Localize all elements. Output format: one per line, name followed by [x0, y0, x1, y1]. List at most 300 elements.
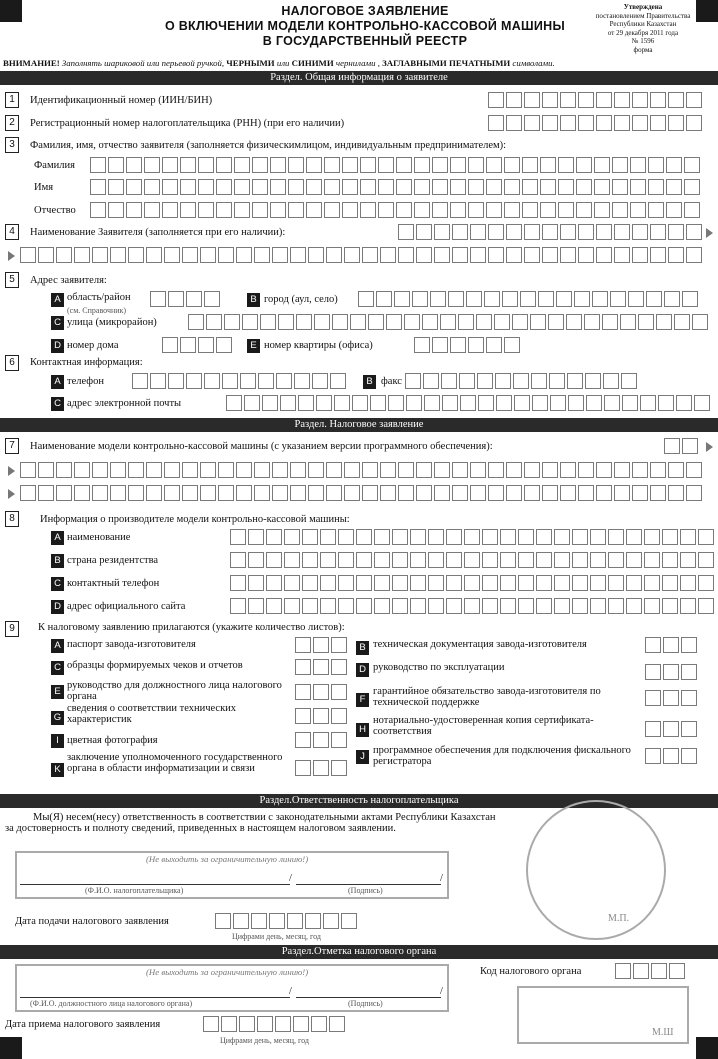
input-cell[interactable]	[146, 247, 162, 263]
input-cell[interactable]	[278, 314, 294, 330]
input-cell[interactable]	[313, 684, 329, 700]
input-cell[interactable]	[338, 575, 354, 591]
input-cell[interactable]	[146, 485, 162, 501]
input-cell[interactable]	[248, 552, 264, 568]
input-cell[interactable]	[394, 291, 410, 307]
manufacturer-name-cells[interactable]	[230, 529, 716, 545]
input-cell[interactable]	[242, 314, 258, 330]
input-cell[interactable]	[630, 157, 646, 173]
input-cell[interactable]	[626, 575, 642, 591]
input-cell[interactable]	[651, 963, 667, 979]
input-cell[interactable]	[500, 552, 516, 568]
input-cell[interactable]	[578, 115, 594, 131]
input-cell[interactable]	[38, 462, 54, 478]
input-cell[interactable]	[414, 202, 430, 218]
input-cell[interactable]	[146, 462, 162, 478]
input-cell[interactable]	[608, 598, 624, 614]
input-cell[interactable]	[356, 598, 372, 614]
input-cell[interactable]	[560, 462, 576, 478]
input-cell[interactable]	[644, 552, 660, 568]
input-cell[interactable]	[468, 179, 484, 195]
input-cell[interactable]	[295, 760, 311, 776]
input-cell[interactable]	[360, 202, 376, 218]
input-cell[interactable]	[266, 552, 282, 568]
input-cell[interactable]	[513, 373, 529, 389]
input-cell[interactable]	[344, 247, 360, 263]
input-cell[interactable]	[326, 485, 342, 501]
input-cell[interactable]	[312, 373, 328, 389]
input-cell[interactable]	[658, 395, 674, 411]
input-cell[interactable]	[432, 202, 448, 218]
input-cell[interactable]	[662, 575, 678, 591]
input-cell[interactable]	[542, 115, 558, 131]
input-cell[interactable]	[668, 115, 684, 131]
input-cell[interactable]	[686, 224, 702, 240]
email-cells[interactable]	[226, 395, 712, 411]
input-cell[interactable]	[186, 291, 202, 307]
input-cell[interactable]	[432, 179, 448, 195]
input-cell[interactable]	[506, 224, 522, 240]
input-cell[interactable]	[666, 179, 682, 195]
input-cell[interactable]	[504, 179, 520, 195]
input-cell[interactable]	[434, 247, 450, 263]
input-cell[interactable]	[663, 721, 679, 737]
input-cell[interactable]	[266, 598, 282, 614]
input-cell[interactable]	[470, 462, 486, 478]
house-cells[interactable]	[162, 337, 234, 353]
input-cell[interactable]	[494, 314, 510, 330]
input-cell[interactable]	[446, 552, 462, 568]
input-cell[interactable]	[645, 664, 661, 680]
input-cell[interactable]	[308, 485, 324, 501]
input-cell[interactable]	[126, 179, 142, 195]
input-cell[interactable]	[482, 529, 498, 545]
input-cell[interactable]	[468, 157, 484, 173]
input-cell[interactable]	[276, 373, 292, 389]
input-cell[interactable]	[331, 760, 347, 776]
input-cell[interactable]	[398, 485, 414, 501]
input-cell[interactable]	[396, 157, 412, 173]
input-cell[interactable]	[682, 291, 698, 307]
input-cell[interactable]	[680, 575, 696, 591]
input-cell[interactable]	[558, 179, 574, 195]
input-cell[interactable]	[518, 552, 534, 568]
input-cell[interactable]	[204, 291, 220, 307]
input-cell[interactable]	[663, 690, 679, 706]
input-cell[interactable]	[260, 314, 276, 330]
input-cell[interactable]	[324, 157, 340, 173]
input-cell[interactable]	[216, 157, 232, 173]
input-cell[interactable]	[645, 721, 661, 737]
input-cell[interactable]	[608, 575, 624, 591]
input-cell[interactable]	[295, 637, 311, 653]
input-cell[interactable]	[374, 552, 390, 568]
input-cell[interactable]	[150, 291, 166, 307]
input-cell[interactable]	[645, 748, 661, 764]
input-cell[interactable]	[524, 462, 540, 478]
input-cell[interactable]	[398, 224, 414, 240]
input-cell[interactable]	[645, 690, 661, 706]
input-cell[interactable]	[388, 395, 404, 411]
input-cell[interactable]	[198, 157, 214, 173]
input-cell[interactable]	[633, 963, 649, 979]
input-cell[interactable]	[584, 314, 600, 330]
input-cell[interactable]	[20, 485, 36, 501]
input-cell[interactable]	[500, 598, 516, 614]
input-cell[interactable]	[540, 157, 556, 173]
input-cell[interactable]	[416, 224, 432, 240]
input-cell[interactable]	[331, 637, 347, 653]
input-cell[interactable]	[478, 395, 494, 411]
input-cell[interactable]	[320, 529, 336, 545]
input-cell[interactable]	[632, 224, 648, 240]
input-cell[interactable]	[476, 314, 492, 330]
input-cell[interactable]	[398, 462, 414, 478]
input-cell[interactable]	[548, 314, 564, 330]
input-cell[interactable]	[410, 552, 426, 568]
input-cell[interactable]	[536, 575, 552, 591]
input-cell[interactable]	[488, 485, 504, 501]
input-cell[interactable]	[684, 202, 700, 218]
input-cell[interactable]	[378, 202, 394, 218]
input-cell[interactable]	[486, 337, 502, 353]
input-cell[interactable]	[412, 291, 428, 307]
input-cell[interactable]	[578, 92, 594, 108]
input-cell[interactable]	[585, 373, 601, 389]
input-cell[interactable]	[272, 485, 288, 501]
input-cell[interactable]	[612, 202, 628, 218]
input-cell[interactable]	[648, 179, 664, 195]
input-cell[interactable]	[608, 529, 624, 545]
input-cell[interactable]	[216, 179, 232, 195]
input-cell[interactable]	[468, 202, 484, 218]
input-cell[interactable]	[422, 314, 438, 330]
input-cell[interactable]	[269, 913, 285, 929]
input-cell[interactable]	[486, 179, 502, 195]
input-cell[interactable]	[603, 373, 619, 389]
input-cell[interactable]	[362, 247, 378, 263]
input-cell[interactable]	[434, 462, 450, 478]
input-cell[interactable]	[482, 598, 498, 614]
input-cell[interactable]	[20, 247, 36, 263]
input-cell[interactable]	[684, 157, 700, 173]
input-cell[interactable]	[338, 529, 354, 545]
input-cell[interactable]	[470, 485, 486, 501]
input-cell[interactable]	[344, 485, 360, 501]
input-cell[interactable]	[506, 247, 522, 263]
input-cell[interactable]	[316, 395, 332, 411]
input-cell[interactable]	[566, 314, 582, 330]
input-cell[interactable]	[164, 485, 180, 501]
input-cell[interactable]	[74, 247, 90, 263]
input-cell[interactable]	[236, 485, 252, 501]
input-cell[interactable]	[128, 247, 144, 263]
input-cell[interactable]	[374, 529, 390, 545]
input-cell[interactable]	[681, 721, 697, 737]
input-cell[interactable]	[536, 529, 552, 545]
kkm-model-cells-row0[interactable]	[664, 438, 700, 454]
input-cell[interactable]	[477, 373, 493, 389]
input-cell[interactable]	[681, 690, 697, 706]
input-cell[interactable]	[108, 202, 124, 218]
input-cell[interactable]	[329, 1016, 345, 1032]
input-cell[interactable]	[540, 179, 556, 195]
input-cell[interactable]	[90, 179, 106, 195]
input-cell[interactable]	[500, 529, 516, 545]
input-cell[interactable]	[452, 247, 468, 263]
input-cell[interactable]	[233, 913, 249, 929]
input-cell[interactable]	[126, 202, 142, 218]
input-cell[interactable]	[532, 395, 548, 411]
input-cell[interactable]	[272, 462, 288, 478]
input-cell[interactable]	[248, 598, 264, 614]
input-cell[interactable]	[182, 485, 198, 501]
attachment-g-sheets[interactable]	[295, 708, 349, 724]
input-cell[interactable]	[186, 373, 202, 389]
input-cell[interactable]	[596, 224, 612, 240]
input-cell[interactable]	[466, 291, 482, 307]
input-cell[interactable]	[404, 314, 420, 330]
input-cell[interactable]	[664, 438, 680, 454]
input-cell[interactable]	[506, 92, 522, 108]
input-cell[interactable]	[560, 115, 576, 131]
input-cell[interactable]	[681, 664, 697, 680]
input-cell[interactable]	[656, 314, 672, 330]
input-cell[interactable]	[234, 157, 250, 173]
input-cell[interactable]	[188, 314, 204, 330]
input-cell[interactable]	[320, 575, 336, 591]
input-cell[interactable]	[632, 247, 648, 263]
input-cell[interactable]	[622, 395, 638, 411]
input-cell[interactable]	[644, 575, 660, 591]
input-cell[interactable]	[574, 291, 590, 307]
input-cell[interactable]	[162, 157, 178, 173]
input-cell[interactable]	[590, 529, 606, 545]
input-cell[interactable]	[416, 247, 432, 263]
input-cell[interactable]	[518, 575, 534, 591]
input-cell[interactable]	[612, 157, 628, 173]
input-cell[interactable]	[446, 575, 462, 591]
input-cell[interactable]	[270, 157, 286, 173]
input-cell[interactable]	[484, 291, 500, 307]
input-cell[interactable]	[414, 179, 430, 195]
input-cell[interactable]	[632, 92, 648, 108]
input-cell[interactable]	[200, 462, 216, 478]
input-cell[interactable]	[682, 438, 698, 454]
attachment-c-sheets[interactable]	[295, 659, 349, 675]
input-cell[interactable]	[298, 395, 314, 411]
input-cell[interactable]	[428, 598, 444, 614]
input-cell[interactable]	[342, 157, 358, 173]
input-cell[interactable]	[392, 529, 408, 545]
input-cell[interactable]	[604, 395, 620, 411]
input-cell[interactable]	[488, 247, 504, 263]
attachment-i-sheets[interactable]	[295, 732, 349, 748]
input-cell[interactable]	[108, 157, 124, 173]
input-cell[interactable]	[578, 224, 594, 240]
input-cell[interactable]	[686, 462, 702, 478]
input-cell[interactable]	[128, 462, 144, 478]
input-cell[interactable]	[668, 224, 684, 240]
fax-cells[interactable]	[405, 373, 639, 389]
input-cell[interactable]	[332, 314, 348, 330]
input-cell[interactable]	[414, 337, 430, 353]
input-cell[interactable]	[464, 575, 480, 591]
kkm-model-cells-row2[interactable]	[20, 485, 704, 501]
input-cell[interactable]	[448, 291, 464, 307]
input-cell[interactable]	[252, 202, 268, 218]
input-cell[interactable]	[424, 395, 440, 411]
input-cell[interactable]	[330, 373, 346, 389]
input-cell[interactable]	[680, 552, 696, 568]
input-cell[interactable]	[450, 179, 466, 195]
input-cell[interactable]	[416, 462, 432, 478]
input-cell[interactable]	[350, 314, 366, 330]
input-cell[interactable]	[295, 708, 311, 724]
input-cell[interactable]	[224, 314, 240, 330]
input-cell[interactable]	[378, 157, 394, 173]
input-cell[interactable]	[110, 247, 126, 263]
input-cell[interactable]	[614, 462, 630, 478]
input-cell[interactable]	[221, 1016, 237, 1032]
patronymic-cells[interactable]	[90, 202, 702, 218]
input-cell[interactable]	[650, 115, 666, 131]
input-cell[interactable]	[311, 1016, 327, 1032]
phone-cells[interactable]	[132, 373, 348, 389]
attachment-f-sheets[interactable]	[645, 690, 699, 706]
input-cell[interactable]	[646, 291, 662, 307]
input-cell[interactable]	[610, 291, 626, 307]
input-cell[interactable]	[320, 598, 336, 614]
input-cell[interactable]	[668, 485, 684, 501]
input-cell[interactable]	[578, 462, 594, 478]
input-cell[interactable]	[331, 732, 347, 748]
input-cell[interactable]	[638, 314, 654, 330]
input-cell[interactable]	[302, 575, 318, 591]
input-cell[interactable]	[594, 157, 610, 173]
input-cell[interactable]	[295, 684, 311, 700]
input-cell[interactable]	[248, 529, 264, 545]
input-cell[interactable]	[182, 247, 198, 263]
input-cell[interactable]	[626, 552, 642, 568]
input-cell[interactable]	[594, 202, 610, 218]
input-cell[interactable]	[38, 247, 54, 263]
input-cell[interactable]	[204, 373, 220, 389]
input-cell[interactable]	[344, 462, 360, 478]
input-cell[interactable]	[446, 529, 462, 545]
input-cell[interactable]	[680, 529, 696, 545]
input-cell[interactable]	[524, 224, 540, 240]
manufacturer-phone-cells[interactable]	[230, 575, 716, 591]
input-cell[interactable]	[386, 314, 402, 330]
input-cell[interactable]	[144, 202, 160, 218]
input-cell[interactable]	[342, 202, 358, 218]
input-cell[interactable]	[556, 291, 572, 307]
input-cell[interactable]	[500, 575, 516, 591]
input-cell[interactable]	[230, 575, 246, 591]
input-cell[interactable]	[376, 291, 392, 307]
input-cell[interactable]	[554, 575, 570, 591]
input-cell[interactable]	[423, 373, 439, 389]
input-cell[interactable]	[694, 395, 710, 411]
input-cell[interactable]	[252, 179, 268, 195]
input-cell[interactable]	[698, 575, 714, 591]
input-cell[interactable]	[632, 115, 648, 131]
input-cell[interactable]	[578, 485, 594, 501]
input-cell[interactable]	[272, 247, 288, 263]
input-cell[interactable]	[446, 598, 462, 614]
input-cell[interactable]	[308, 462, 324, 478]
attachment-e-sheets[interactable]	[295, 684, 349, 700]
input-cell[interactable]	[470, 247, 486, 263]
input-cell[interactable]	[392, 575, 408, 591]
input-cell[interactable]	[234, 179, 250, 195]
input-cell[interactable]	[488, 224, 504, 240]
input-cell[interactable]	[674, 314, 690, 330]
input-cell[interactable]	[290, 247, 306, 263]
input-cell[interactable]	[450, 202, 466, 218]
input-cell[interactable]	[504, 157, 520, 173]
input-cell[interactable]	[536, 552, 552, 568]
input-cell[interactable]	[576, 202, 592, 218]
input-cell[interactable]	[306, 179, 322, 195]
input-cell[interactable]	[586, 395, 602, 411]
input-cell[interactable]	[392, 552, 408, 568]
input-cell[interactable]	[331, 659, 347, 675]
input-cell[interactable]	[668, 247, 684, 263]
input-cell[interactable]	[650, 92, 666, 108]
input-cell[interactable]	[284, 598, 300, 614]
input-cell[interactable]	[252, 157, 268, 173]
acceptance-date-cells[interactable]	[203, 1016, 347, 1032]
input-cell[interactable]	[486, 157, 502, 173]
input-cell[interactable]	[244, 395, 260, 411]
input-cell[interactable]	[288, 179, 304, 195]
input-cell[interactable]	[370, 395, 386, 411]
input-cell[interactable]	[488, 462, 504, 478]
input-cell[interactable]	[550, 395, 566, 411]
input-cell[interactable]	[572, 598, 588, 614]
input-cell[interactable]	[180, 157, 196, 173]
input-cell[interactable]	[180, 202, 196, 218]
input-cell[interactable]	[686, 115, 702, 131]
input-cell[interactable]	[288, 157, 304, 173]
input-cell[interactable]	[522, 202, 538, 218]
input-cell[interactable]	[663, 637, 679, 653]
input-cell[interactable]	[352, 395, 368, 411]
input-cell[interactable]	[434, 224, 450, 240]
input-cell[interactable]	[620, 314, 636, 330]
input-cell[interactable]	[200, 485, 216, 501]
input-cell[interactable]	[326, 462, 342, 478]
input-cell[interactable]	[468, 337, 484, 353]
input-cell[interactable]	[520, 291, 536, 307]
input-cell[interactable]	[405, 373, 421, 389]
input-cell[interactable]	[430, 291, 446, 307]
input-cell[interactable]	[200, 247, 216, 263]
input-cell[interactable]	[326, 247, 342, 263]
applicant-name-cells-row1[interactable]	[398, 224, 704, 240]
input-cell[interactable]	[464, 598, 480, 614]
input-cell[interactable]	[341, 913, 357, 929]
input-cell[interactable]	[294, 373, 310, 389]
input-cell[interactable]	[248, 575, 264, 591]
input-cell[interactable]	[362, 462, 378, 478]
input-cell[interactable]	[432, 337, 448, 353]
input-cell[interactable]	[132, 373, 148, 389]
input-cell[interactable]	[452, 462, 468, 478]
input-cell[interactable]	[662, 529, 678, 545]
